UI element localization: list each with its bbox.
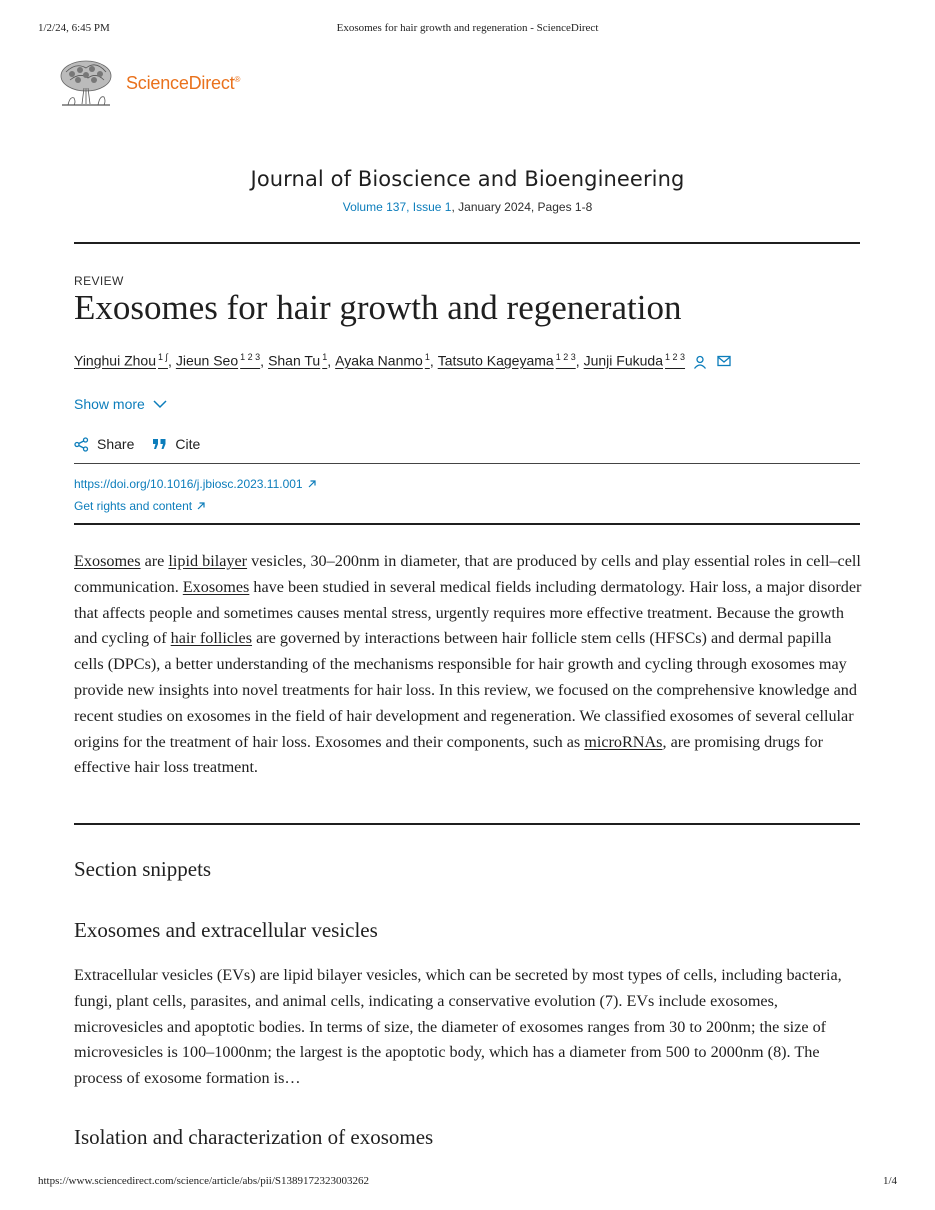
author-link[interactable]: Junji Fukuda $^{1 2 3}$ [583, 352, 686, 369]
print-page-number: 1/4 [882, 1175, 897, 1187]
author-link[interactable]: Shan Tu $^1$ [268, 352, 328, 369]
topic-link[interactable]: microRNAs [584, 732, 663, 751]
author-link[interactable]: Tatsuto Kageyama $^{1 2 3}$ [437, 352, 576, 369]
share-button[interactable] [74, 436, 134, 452]
volume-issue-link[interactable]: Volume 137, Issue 1 [342, 200, 452, 214]
author-separator: , [167, 353, 172, 369]
print-url: https://www.sciencedirect.com/science/article/abs/pii/S1389172323003262 [38, 1175, 370, 1187]
abstract-bottom-divider [74, 823, 860, 825]
external-link-icon [196, 501, 206, 511]
rights-link[interactable] [74, 499, 206, 513]
author-separator: , [575, 353, 580, 369]
snippet-text: Extracellular vesicles (EVs) are lipid bilayer vesicles, which can be secreted by most types of cells, including bacteria, fungi, plant cells, parasites, and animal cells, indicating a conservative evolution (7). EVs include exosomes, microvesicles and apoptotic bodies. In terms of size, the diameter of exosomes ranges from 30 to 200nm; the size of microvesicles is 100–1000nm; the largest is the apoptotic body, which has a diameter from 500 to 2000nm (8). The process of exosome formation is… [74, 966, 842, 1088]
article-title: Exosomes for hair growth and regeneration [74, 288, 682, 327]
rights-text: Get rights and content [74, 499, 193, 513]
snippet-title[interactable]: Isolation and characterization of exosomes [74, 1125, 434, 1149]
print-datetime: 1/2/24, 6:45 PM [38, 22, 110, 34]
person-icon[interactable] [693, 355, 707, 369]
abstract: Exosomes are lipid bilayer vesicles, 30–200nm in diameter, that are produced by cells and play essential roles in cell–cell communication. Exosomes have been studied in several medical fields including dermatology. Hair loss, a major disorder that affects people and sometimes causes mental stress, urgently requires more effective treatment. Because the growth and cycling of hair follicles are governed by interactions between hair follicle stem cells (HFSCs) and dermal papilla cells (DPCs), a better understanding of the mechanisms responsible for hair growth and cycling through exosomes may provide new insights into novel treatments for hair loss. In this review, we focused on the comprehensive knowledge and recent studies on exosomes in the field of hair development and regeneration. We classified exosomes of several cellular origins for the treatment of hair loss. Exosomes and their components, such as microRNAs, are promising drugs for effective hair loss treatment. [74, 552, 862, 777]
journal-title[interactable]: Journal of Bioscience and Bioengineering [250, 167, 685, 191]
share-label: Share [97, 436, 135, 452]
topic-link[interactable]: lipid bilayer [168, 552, 248, 570]
external-link-icon [307, 479, 317, 489]
show-more-button[interactable] [74, 396, 167, 412]
issue-date-pages: , January 2024, Pages 1-8 [451, 200, 593, 214]
author-list [74, 352, 731, 369]
author-link[interactable]: Yinghui Zhou $^{1 \int}$ [74, 352, 168, 369]
cite-label: Cite [175, 436, 201, 452]
topic-link[interactable]: Exosomes [74, 552, 141, 570]
section-snippets-heading: Section snippets [74, 857, 212, 881]
article-type: REVIEW [74, 274, 124, 288]
logo-wordmark: ScienceDirect® [126, 72, 241, 93]
show-more-label: Show more [74, 396, 145, 412]
print-page-title: Exosomes for hair growth and regeneration - ScienceDirect [336, 22, 599, 34]
quote-icon [152, 438, 167, 450]
topic-link[interactable]: hair follicles [170, 629, 253, 648]
author-separator: , [327, 353, 332, 369]
chevron-down-icon [153, 400, 167, 409]
author-separator: , [429, 353, 434, 369]
issue-info [0, 200, 935, 214]
article-actions [74, 436, 200, 452]
abstract-top-divider [74, 523, 860, 525]
share-icon [74, 437, 89, 452]
cite-button[interactable] [152, 436, 200, 452]
snippet-title[interactable]: Exosomes and extracellular vesicles [74, 918, 378, 942]
elsevier-tree-icon [58, 58, 114, 108]
topic-link[interactable]: Exosomes [182, 577, 250, 596]
author-link[interactable]: Jieun Seo $^{1 2 3}$ [175, 352, 261, 369]
doi-text: https://doi.org/10.1016/j.jbiosc.2023.11.001 [74, 477, 303, 491]
actions-divider [74, 463, 860, 464]
sciencedirect-logo[interactable] [58, 58, 240, 108]
author-separator: , [260, 353, 265, 369]
author-link[interactable]: Ayaka Nanmo $^1$ [335, 352, 430, 369]
mail-icon[interactable] [717, 355, 731, 367]
header-divider [74, 242, 860, 244]
doi-link[interactable] [74, 477, 317, 491]
